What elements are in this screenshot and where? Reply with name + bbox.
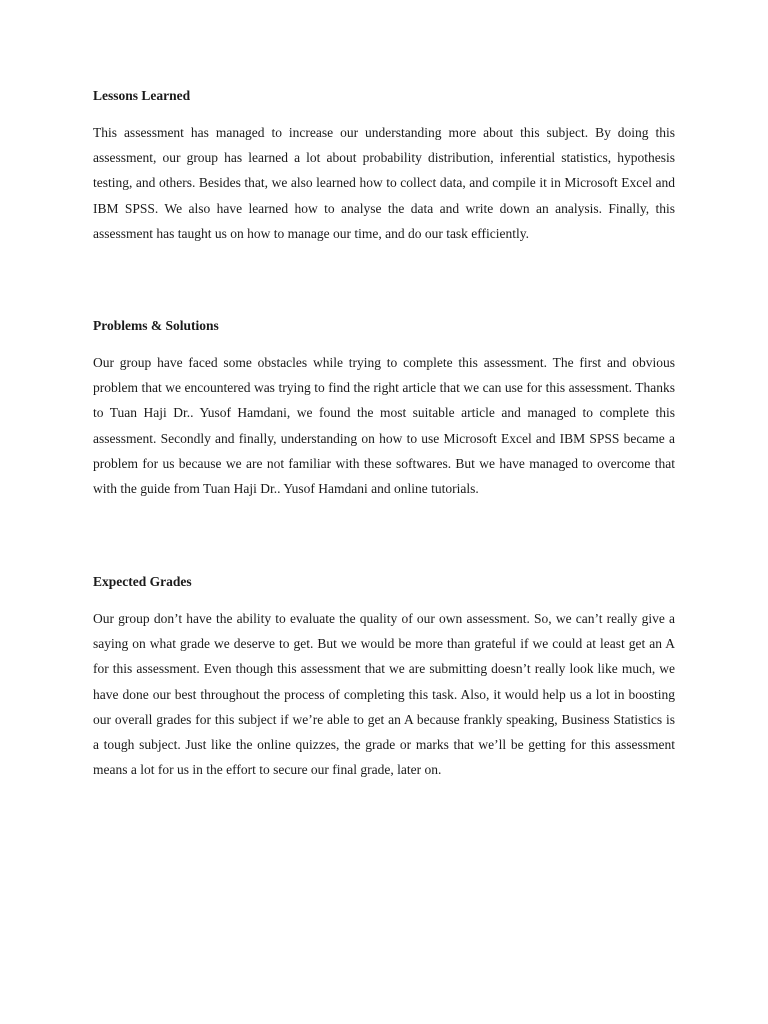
section-heading: Lessons Learned (93, 88, 191, 103)
section-lessons-learned (93, 86, 675, 246)
section-problems-solutions (93, 316, 675, 501)
section-paragraph: Our group don’t have the ability to evaluate the quality of our own assessment. So, we can’t really give a saying on what grade we deserve to get. But we would be more than grateful if we could at least get an A for this assessment. Even though this assessment that we are submitting doesn’t really look like much, we have done our best throughout the process of completing this task. Also, it would help us a lot in boosting our overall grades for this subject if we’re able to get an A because frankly speaking, Business Statistics is a tough subject. Just like the online quizzes, the grade or marks that we’ll be getting for this assessment means a lot for us in the effort to secure our final grade, later on. (93, 611, 675, 778)
section-expected-grades (93, 572, 675, 782)
section-heading: Expected Grades (93, 574, 192, 589)
section-paragraph: Our group have faced some obstacles while trying to complete this assessment. The first and obvious problem that we encountered was trying to find the right article that we can use for this assessment. Thanks to Tuan Haji Dr.. Yusof Hamdani, we found the most suitable article and managed to complete this assessment. Secondly and finally, understanding on how to use Microsoft Excel and IBM SPSS became a problem for us because we are not familiar with these softwares. But we have managed to overcome that with the guide from Tuan Haji Dr.. Yusof Hamdani and online tutorials. (93, 355, 675, 497)
section-heading: Problems & Solutions (93, 318, 219, 333)
section-paragraph: This assessment has managed to increase our understanding more about this subject. By doing this assessment, our group has learned a lot about probability distribution, inferential statistics, hypothesis testing, and others. Besides that, we also learned how to collect data, and compile it in Microsoft Excel and IBM SPSS. We also have learned how to analyse the data and write down an analysis. Finally, this assessment has taught us on how to manage our time, and do our task efficiently. (93, 125, 675, 241)
